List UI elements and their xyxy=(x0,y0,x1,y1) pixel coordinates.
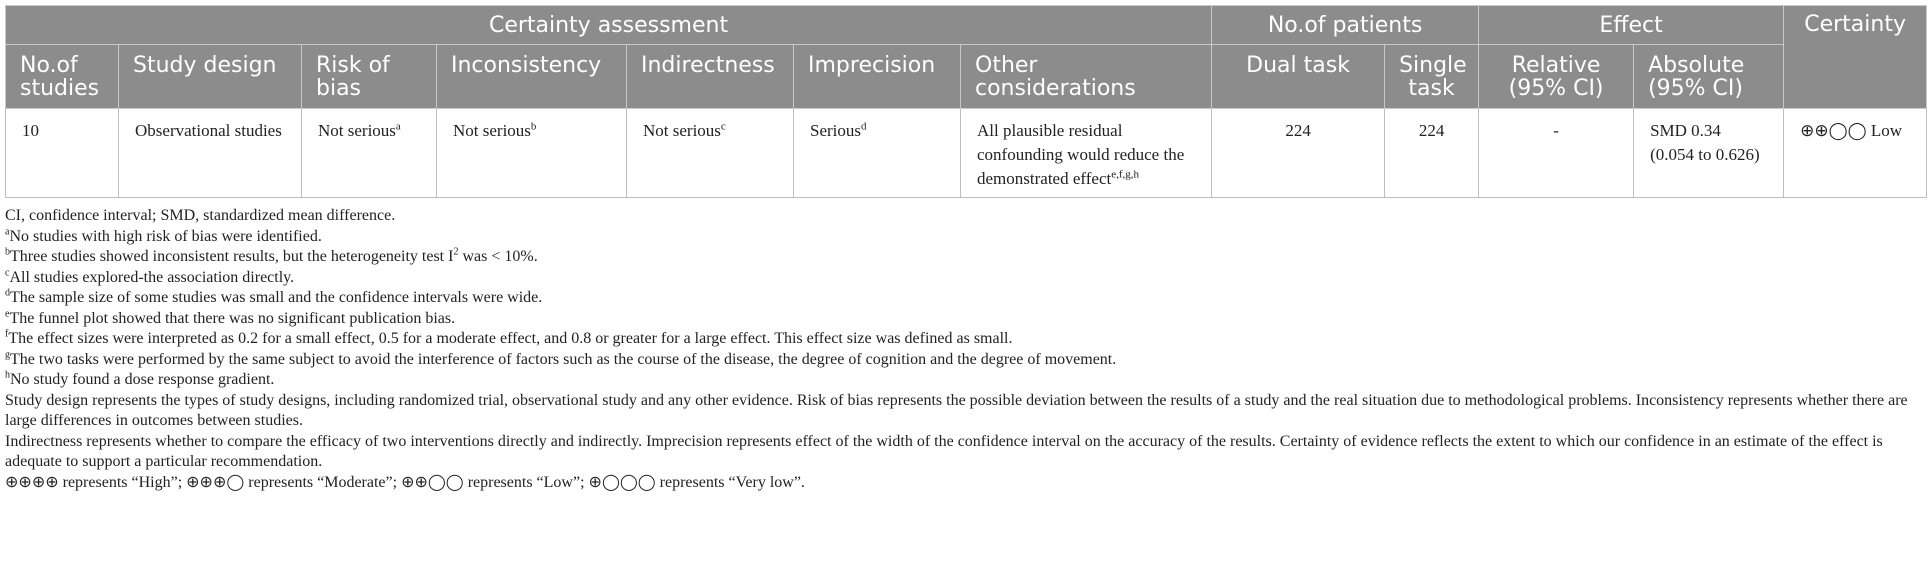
footnote-marker: c xyxy=(5,267,10,279)
grade-table-container xyxy=(5,5,1926,493)
note-indirectness: Indirectness represents whether to compare the efficacy of two interventions directly and indirectly. Imprecision represents effect of the width of the confidence interval on the accuracy of the results. Certainty of evidence reflects the extent to which our confidence in an estimate of the effect is adequate to support a particular recommendation. xyxy=(5,432,1883,470)
footnote-text: All studies explored-the association directly. xyxy=(9,268,295,286)
footnote-marker: h xyxy=(5,369,10,381)
footnote-marker: g xyxy=(5,349,10,361)
table-footnotes xyxy=(5,206,1926,493)
cell-inconsistency xyxy=(437,109,627,198)
footnote-marker: f xyxy=(5,328,9,340)
footnote-exponent: 2 xyxy=(453,246,459,258)
column-header-study-design: Study design xyxy=(119,45,302,109)
footnote-f xyxy=(5,329,1926,350)
header-column-row xyxy=(6,45,1927,109)
column-header-risk-of-bias: Risk of bias xyxy=(302,45,437,109)
footnote-text: Three studies showed inconsistent results, but the heterogeneity test I xyxy=(10,248,454,265)
footnote-marker: e,f,g,h xyxy=(1111,168,1140,181)
group-header-effect: Effect xyxy=(1479,6,1784,45)
header-group-row xyxy=(6,6,1927,45)
footnote-a xyxy=(5,227,1926,248)
footnote-marker: e xyxy=(5,308,10,320)
footnote-text: The two tasks were performed by the same subject to avoid the interference of factors such as the course of the disease, the degree of cognition and the degree of movement. xyxy=(10,350,1117,368)
footnote-text: was < 10%. xyxy=(458,248,538,265)
column-header-no-of-studies: No.of studies xyxy=(6,45,119,109)
note-certainty-symbols: ⊕⊕⊕⊕ represents “High”; ⊕⊕⊕◯ represents “Moderate”; ⊕⊕◯◯ represents “Low”; ⊕◯◯◯ represents “Very low”. xyxy=(5,473,805,491)
cell-relative: - xyxy=(1479,109,1634,198)
footnote-marker: a xyxy=(5,226,10,238)
footnote-text: The sample size of some studies was small and the confidence intervals were wide. xyxy=(10,289,543,306)
column-header-absolute: Absolute (95% CI) xyxy=(1634,45,1784,109)
cell-text: Serious xyxy=(810,121,861,140)
footnote-marker: b xyxy=(530,120,537,133)
cell-study-design: Observational studies xyxy=(119,109,302,198)
footnote-text: No study found a dose response gradient. xyxy=(10,371,275,388)
footnote-marker: d xyxy=(5,287,10,299)
footnote-marker: d xyxy=(861,120,867,133)
column-header-single-task: Single task xyxy=(1385,45,1479,109)
cell-text: Not serious xyxy=(318,121,396,140)
group-header-no-of-patients: No.of patients xyxy=(1212,6,1479,45)
cell-text: Not serious xyxy=(453,121,531,140)
footnote-h xyxy=(5,370,1926,391)
column-header-other-considerations: Other considerations xyxy=(961,45,1212,109)
note-study-design: Study design represents the types of study designs, including randomized trial, observational study and any other evidence. Risk of bias represents the possible deviation between the results of a study and the real situation due to methodological problems. Inconsistency represents whether there are large differences in outcomes between studies. xyxy=(5,391,1908,429)
cell-certainty: ⊕⊕◯◯ Low xyxy=(1784,109,1927,198)
footnote-marker: c xyxy=(720,120,726,133)
cell-absolute: SMD 0.34 (0.054 to 0.626) xyxy=(1634,109,1784,198)
footnote-b xyxy=(5,247,1926,268)
footnote-text: The funnel plot showed that there was no significant publication bias. xyxy=(9,309,456,327)
footnote-marker: b xyxy=(5,246,10,258)
cell-text: Not serious xyxy=(643,121,721,140)
group-header-certainty: Certainty xyxy=(1784,6,1927,109)
cell-imprecision xyxy=(794,109,961,198)
certainty-assessment-table xyxy=(5,5,1927,198)
footnote-text: The effect sizes were interpreted as 0.2 for a small effect, 0.5 for a moderate effect, and 0.8 or greater for a large effect. This effect size was defined as small. xyxy=(8,330,1013,347)
cell-no-of-studies: 10 xyxy=(6,109,119,198)
footnote-c xyxy=(5,268,1926,289)
footnote-marker: a xyxy=(395,120,401,133)
footnote-text: No studies with high risk of bias were identified. xyxy=(9,227,322,245)
footnote-g xyxy=(5,350,1926,371)
column-header-relative: Relative (95% CI) xyxy=(1479,45,1634,109)
column-header-inconsistency: Inconsistency xyxy=(437,45,627,109)
footnote-d xyxy=(5,288,1926,309)
cell-text: All plausible residual confounding would reduce the demonstrated effect xyxy=(977,121,1185,188)
footnote-abbreviations: CI, confidence interval; SMD, standardized mean difference. xyxy=(5,207,396,224)
cell-dual-task: 224 xyxy=(1212,109,1385,198)
table-row xyxy=(6,109,1927,198)
group-header-certainty-assessment: Certainty assessment xyxy=(6,6,1212,45)
cell-other-considerations xyxy=(961,109,1212,198)
cell-indirectness xyxy=(627,109,794,198)
footnote-e xyxy=(5,309,1926,330)
cell-risk-of-bias xyxy=(302,109,437,198)
column-header-dual-task: Dual task xyxy=(1212,45,1385,109)
column-header-indirectness: Indirectness xyxy=(627,45,794,109)
column-header-imprecision: Imprecision xyxy=(794,45,961,109)
cell-single-task: 224 xyxy=(1385,109,1479,198)
